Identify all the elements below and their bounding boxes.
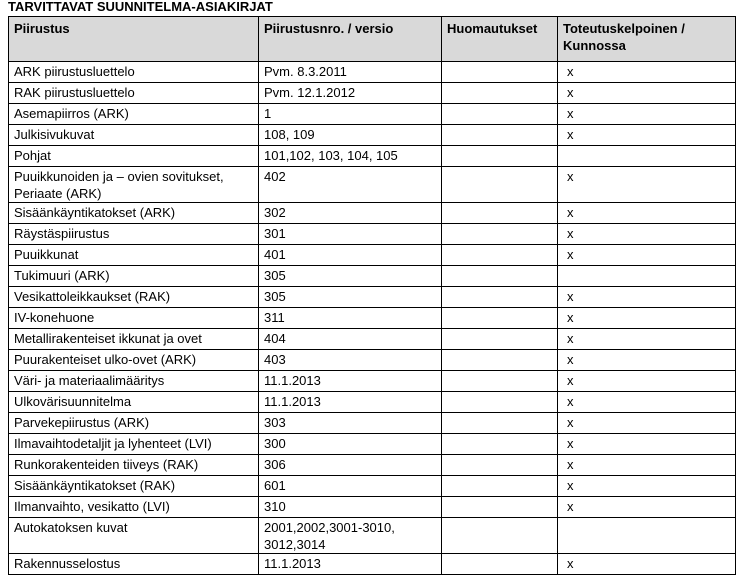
header-drawing: Piirustus <box>9 17 259 62</box>
drawing-number-cell: 306 <box>259 455 442 476</box>
feasible-mark-cell: x <box>558 308 736 329</box>
table-row <box>9 497 736 518</box>
notes-cell <box>442 434 558 455</box>
notes-cell <box>442 476 558 497</box>
feasible-mark-cell: x <box>558 476 736 497</box>
feasible-mark-cell: x <box>558 125 736 146</box>
drawing-name-cell: Väri- ja materiaalimääritys <box>9 371 259 392</box>
notes-cell <box>442 413 558 434</box>
drawing-name-cell: Sisäänkäyntikatokset (ARK) <box>9 203 259 224</box>
drawing-number-cell: 404 <box>259 329 442 350</box>
table-header-row <box>9 17 736 62</box>
drawing-name-cell: Puurakenteiset ulko-ovet (ARK) <box>9 350 259 371</box>
drawing-name-cell: Puuikkunoiden ja – ovien sovitukset, Periaate (ARK) <box>9 167 259 203</box>
table-row <box>9 104 736 125</box>
drawing-number-cell: Pvm. 12.1.2012 <box>259 83 442 104</box>
drawing-name-cell: Ulkovärisuunnitelma <box>9 392 259 413</box>
notes-cell <box>442 167 558 203</box>
notes-cell <box>442 518 558 554</box>
document-title: TARVITTAVAT SUUNNITELMA-ASIAKIRJAT <box>8 0 273 14</box>
notes-cell <box>442 266 558 287</box>
drawing-number-cell: 101,102, 103, 104, 105 <box>259 146 442 167</box>
feasible-mark-cell: x <box>558 350 736 371</box>
notes-cell <box>442 329 558 350</box>
drawing-number-cell: 311 <box>259 308 442 329</box>
notes-cell <box>442 350 558 371</box>
notes-cell <box>442 203 558 224</box>
feasible-mark-cell: x <box>558 245 736 266</box>
table-body <box>9 62 736 575</box>
feasible-mark-cell: x <box>558 83 736 104</box>
drawing-name-cell: Asemapiirros (ARK) <box>9 104 259 125</box>
feasible-mark-cell: x <box>558 167 736 203</box>
feasible-mark-cell: x <box>558 554 736 575</box>
notes-cell <box>442 308 558 329</box>
feasible-mark-cell: x <box>558 434 736 455</box>
feasible-mark-cell: x <box>558 371 736 392</box>
drawing-name-cell: Räystäspiirustus <box>9 224 259 245</box>
table-row <box>9 392 736 413</box>
drawing-name-cell: Metallirakenteiset ikkunat ja ovet <box>9 329 259 350</box>
table-row <box>9 518 736 554</box>
notes-cell <box>442 497 558 518</box>
feasible-mark-cell: x <box>558 455 736 476</box>
drawing-number-cell: 305 <box>259 287 442 308</box>
feasible-mark-cell <box>558 146 736 167</box>
table-row <box>9 203 736 224</box>
notes-cell <box>442 392 558 413</box>
drawings-table <box>8 16 736 575</box>
notes-cell <box>442 146 558 167</box>
table-row <box>9 266 736 287</box>
drawing-number-cell: 601 <box>259 476 442 497</box>
feasible-mark-cell: x <box>558 392 736 413</box>
feasible-mark-cell: x <box>558 497 736 518</box>
drawing-name-cell: Pohjat <box>9 146 259 167</box>
table-row <box>9 476 736 497</box>
drawing-name-cell: Tukimuuri (ARK) <box>9 266 259 287</box>
feasible-mark-cell: x <box>558 224 736 245</box>
drawing-number-cell: 402 <box>259 167 442 203</box>
feasible-mark-cell <box>558 518 736 554</box>
drawing-name-cell: Ilmanvaihto, vesikatto (LVI) <box>9 497 259 518</box>
drawing-number-cell: 300 <box>259 434 442 455</box>
table-row <box>9 554 736 575</box>
table-row <box>9 455 736 476</box>
drawing-number-cell: 1 <box>259 104 442 125</box>
drawing-number-cell: 310 <box>259 497 442 518</box>
drawing-name-cell: Runkorakenteiden tiiveys (RAK) <box>9 455 259 476</box>
drawing-number-cell: 11.1.2013 <box>259 371 442 392</box>
notes-cell <box>442 455 558 476</box>
drawing-name-cell: Sisäänkäyntikatokset (RAK) <box>9 476 259 497</box>
table-row <box>9 287 736 308</box>
drawing-number-cell: 403 <box>259 350 442 371</box>
drawing-number-cell: Pvm. 8.3.2011 <box>259 62 442 83</box>
drawing-name-cell: IV-konehuone <box>9 308 259 329</box>
notes-cell <box>442 287 558 308</box>
drawing-number-cell: 11.1.2013 <box>259 392 442 413</box>
table-row <box>9 62 736 83</box>
table-row <box>9 167 736 203</box>
notes-cell <box>442 104 558 125</box>
table-row <box>9 308 736 329</box>
feasible-mark-cell: x <box>558 203 736 224</box>
table-row <box>9 224 736 245</box>
table-row <box>9 350 736 371</box>
drawing-number-cell: 2001,2002,3001-3010, 3012,3014 <box>259 518 442 554</box>
notes-cell <box>442 62 558 83</box>
table-row <box>9 245 736 266</box>
table-row <box>9 413 736 434</box>
notes-cell <box>442 371 558 392</box>
drawing-name-cell: ARK piirustusluettelo <box>9 62 259 83</box>
drawing-name-cell: Julkisivukuvat <box>9 125 259 146</box>
table-row <box>9 371 736 392</box>
notes-cell <box>442 125 558 146</box>
header-notes: Huomautukset <box>442 17 558 62</box>
notes-cell <box>442 245 558 266</box>
drawing-number-cell: 401 <box>259 245 442 266</box>
feasible-mark-cell <box>558 266 736 287</box>
table-row <box>9 146 736 167</box>
notes-cell <box>442 224 558 245</box>
drawing-number-cell: 305 <box>259 266 442 287</box>
drawing-name-cell: Autokatoksen kuvat <box>9 518 259 554</box>
feasible-mark-cell: x <box>558 104 736 125</box>
drawing-name-cell: Parvekepiirustus (ARK) <box>9 413 259 434</box>
drawing-name-cell: Vesikattoleikkaukset (RAK) <box>9 287 259 308</box>
drawing-number-cell: 11.1.2013 <box>259 554 442 575</box>
notes-cell <box>442 554 558 575</box>
drawing-name-cell: RAK piirustusluettelo <box>9 83 259 104</box>
drawing-name-cell: Ilmavaihtodetaljit ja lyhenteet (LVI) <box>9 434 259 455</box>
feasible-mark-cell: x <box>558 329 736 350</box>
table-row <box>9 125 736 146</box>
drawing-number-cell: 301 <box>259 224 442 245</box>
header-feasible: Toteutuskelpoinen / Kunnossa <box>558 17 736 62</box>
drawing-name-cell: Rakennusselostus <box>9 554 259 575</box>
drawing-number-cell: 302 <box>259 203 442 224</box>
drawing-number-cell: 108, 109 <box>259 125 442 146</box>
feasible-mark-cell: x <box>558 413 736 434</box>
table-row <box>9 83 736 104</box>
table-row <box>9 329 736 350</box>
notes-cell <box>442 83 558 104</box>
table-row <box>9 434 736 455</box>
feasible-mark-cell: x <box>558 62 736 83</box>
drawing-number-cell: 303 <box>259 413 442 434</box>
feasible-mark-cell: x <box>558 287 736 308</box>
header-number-version: Piirustusnro. / versio <box>259 17 442 62</box>
drawing-name-cell: Puuikkunat <box>9 245 259 266</box>
